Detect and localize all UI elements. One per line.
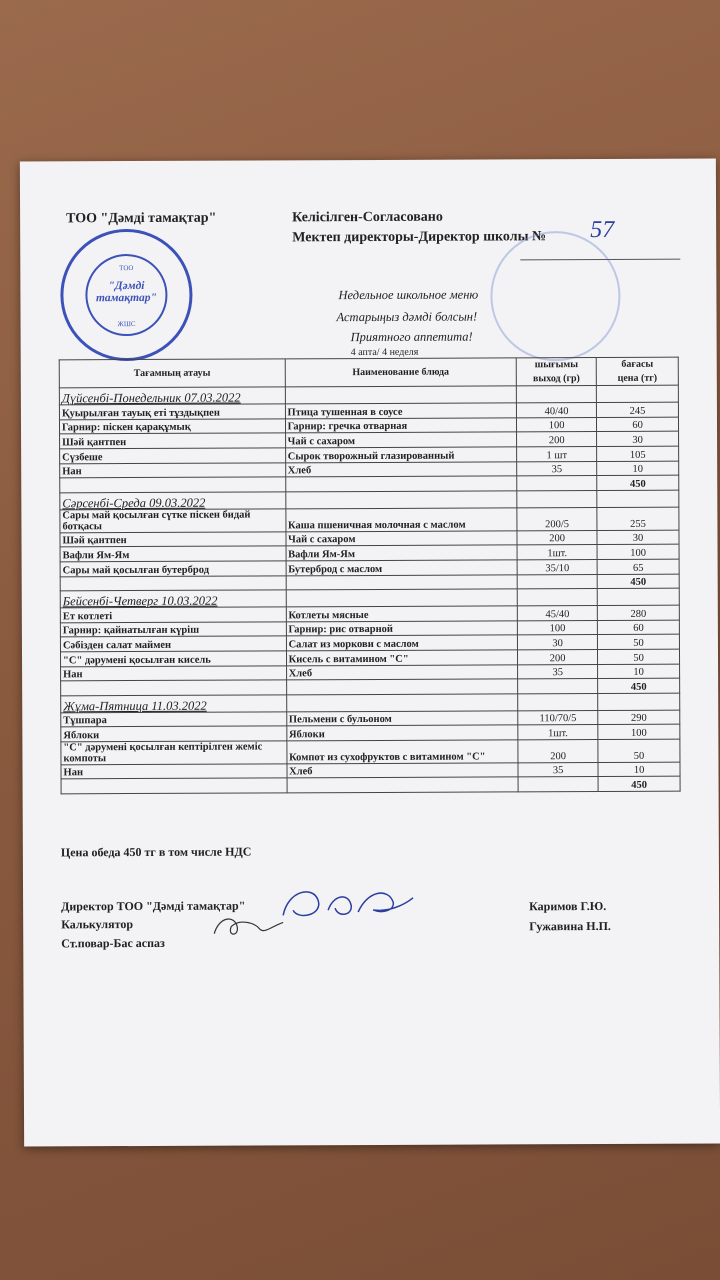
dish-name-kz: Гарнир: қайнатылған күріш — [60, 622, 286, 638]
dish-price: 30 — [597, 432, 679, 447]
dish-price: 50 — [598, 634, 680, 649]
stamp-name-line2: тамақтар" — [95, 291, 157, 305]
director-signature-icon — [273, 880, 423, 931]
table-row — [60, 507, 679, 533]
director-signature: 57 — [590, 216, 615, 244]
role-calculator: Калькулятор — [61, 917, 134, 932]
dish-price: 60 — [597, 417, 679, 432]
dish-name-ru: Гарнир: рис отварной — [286, 621, 518, 637]
menu-greeting-kz: Астарыңыз дәмді болсын! — [336, 309, 478, 325]
dish-name-kz: Сары май қосылған бутерброд — [60, 561, 286, 577]
dish-name-ru: Салат из моркови с маслом — [286, 635, 518, 651]
header-yield-kz: шығымы — [516, 358, 596, 372]
dish-yield: 200 — [517, 432, 597, 447]
dish-name-kz: Сүзбеше — [60, 448, 286, 464]
dish-price: 100 — [597, 544, 679, 559]
day-total: 450 — [598, 777, 680, 792]
dish-name-ru: Сырок творожный глазированный — [285, 447, 517, 463]
stamp-name-line1: "Дәмді — [108, 279, 145, 293]
total-row — [61, 777, 680, 794]
empty-cell — [517, 386, 597, 403]
empty-cell — [518, 679, 598, 694]
dish-price: 105 — [597, 446, 679, 461]
dish-name-ru: Кисель с витамином "С" — [286, 650, 518, 666]
name-director: Каримов Г.Ю. — [529, 898, 607, 914]
day-total: 450 — [597, 574, 679, 589]
dish-price: 290 — [598, 710, 680, 725]
dish-yield: 100 — [518, 620, 598, 635]
dish-name-ru: Бутерброд с маслом — [286, 560, 518, 576]
dish-price: 255 — [597, 507, 679, 530]
dish-name-ru: Хлеб — [286, 664, 518, 680]
dish-price: 10 — [597, 461, 679, 476]
dish-yield: 40/40 — [517, 403, 597, 418]
dish-price: 65 — [597, 559, 679, 574]
day-title: Бейсенбі-Четверг 10.03.2022 — [60, 590, 286, 608]
dish-price: 10 — [598, 664, 680, 679]
empty-cell — [286, 574, 518, 590]
dish-name-kz: "С" дәрумені қосылған кептірілген жеміс компоты — [61, 741, 287, 765]
empty-cell — [286, 589, 518, 607]
dish-price: 10 — [598, 762, 680, 777]
empty-cell — [60, 477, 286, 493]
dish-yield: 30 — [518, 635, 598, 650]
empty-cell — [287, 777, 519, 793]
dish-name-kz: Тұшпара — [61, 712, 287, 728]
empty-cell — [61, 778, 287, 794]
header-kz-name: Тағамның атауы — [59, 359, 285, 388]
dish-yield: 200 — [518, 649, 598, 664]
dish-price: 50 — [598, 649, 680, 664]
dish-yield: 35 — [517, 461, 597, 476]
dish-name-ru: Чай с сахаром — [285, 432, 517, 448]
dish-yield: 200 — [518, 739, 598, 762]
dish-yield: 35/10 — [517, 559, 597, 574]
empty-cell — [286, 694, 518, 712]
dish-name-ru: Каша пшеничная молочная с маслом — [285, 508, 517, 532]
empty-cell — [596, 385, 678, 402]
dish-name-kz: Яблоки — [61, 726, 287, 742]
dish-name-ru: Чай с сахаром — [286, 531, 518, 547]
name-calculator: Гужавина Н.П. — [529, 918, 611, 934]
dish-price: 60 — [597, 620, 679, 635]
dish-price: 280 — [597, 605, 679, 620]
dish-name-kz: Вафли Ям-Ям — [60, 546, 286, 562]
menu-greeting-ru: Приятного аппетита! — [350, 329, 473, 345]
day-total: 450 — [597, 475, 679, 490]
dish-price: 100 — [598, 724, 680, 739]
dish-name-kz: Сәбізден салат маймен — [60, 636, 286, 652]
company-stamp-icon — [60, 229, 193, 362]
header-price-kz: бағасы — [596, 357, 678, 371]
empty-cell — [518, 777, 598, 792]
dish-yield: 200/5 — [517, 507, 597, 530]
stamp-top-text: ТОО — [119, 264, 134, 273]
day-total: 450 — [598, 678, 680, 693]
empty-cell — [598, 693, 680, 710]
dish-name-ru: Вафли Ям-Ям — [286, 545, 518, 561]
dish-price: 50 — [598, 739, 680, 762]
dish-yield: 110/70/5 — [518, 710, 598, 725]
dish-yield: 1 шт — [517, 446, 597, 461]
stamp-bottom-text: ЖШС — [117, 320, 136, 329]
dish-name-kz: Ет котлеті — [60, 607, 286, 623]
director-line: Мектеп директоры-Директор школы № — [292, 229, 547, 246]
dish-name-kz: Қуырылған тауық еті тұздықпен — [59, 404, 285, 420]
table-row — [61, 739, 680, 765]
empty-cell — [285, 476, 517, 492]
header-price-ru: цена (тг) — [596, 371, 678, 385]
role-director: Директор ТОО "Дәмді тамақтар" — [61, 898, 246, 914]
dish-name-ru: Хлеб — [285, 461, 517, 477]
header-ru-name: Наименование блюда — [285, 358, 517, 387]
dish-name-ru: Котлеты мясные — [286, 606, 518, 622]
empty-cell — [597, 588, 679, 605]
day-title: Сәрсенбі-Среда 09.03.2022 — [60, 492, 286, 510]
dish-yield: 35 — [518, 664, 598, 679]
empty-cell — [286, 679, 518, 695]
empty-cell — [60, 575, 286, 591]
dish-price: 245 — [597, 402, 679, 417]
empty-cell — [61, 680, 287, 696]
header-yield-ru: выход (гр) — [516, 372, 596, 386]
menu-sheet — [20, 158, 720, 1146]
school-stamp-icon — [490, 231, 621, 362]
day-title: Жұма-Пятница 11.03.2022 — [61, 695, 287, 713]
dish-name-kz: Нан — [61, 764, 287, 780]
dish-yield: 100 — [517, 417, 597, 432]
empty-cell — [285, 491, 517, 509]
calculator-signature-icon — [209, 908, 289, 942]
dish-name-ru: Компот из сухофруктов с витамином "С" — [286, 740, 518, 764]
empty-cell — [517, 490, 597, 507]
price-note: Цена обеда 450 тг в том числе НДС — [60, 844, 252, 860]
approval-heading: Келісілген-Согласовано — [292, 209, 443, 226]
week-label: 4 апта/ 4 неделя — [350, 346, 419, 359]
empty-cell — [517, 476, 597, 491]
dish-name-kz: Нан — [61, 665, 287, 681]
empty-cell — [597, 490, 679, 507]
dish-name-ru: Хлеб — [287, 763, 519, 779]
dish-yield: 1шт. — [518, 725, 598, 740]
dish-yield: 200 — [517, 530, 597, 545]
dish-name-kz: Нан — [60, 462, 286, 478]
dish-name-ru: Птица тушенная в соусе — [285, 403, 517, 419]
dish-name-ru: Гарнир: гречка отварная — [285, 418, 517, 434]
empty-cell — [518, 693, 598, 710]
menu-table — [59, 357, 681, 795]
menu-table-body — [59, 357, 680, 794]
dish-yield: 1шт. — [517, 545, 597, 560]
dish-price: 30 — [597, 530, 679, 545]
dish-name-ru: Яблоки — [286, 725, 518, 741]
dish-name-kz: Шәй қантпен — [60, 532, 286, 548]
dish-yield: 45/40 — [517, 606, 597, 621]
empty-cell — [517, 589, 597, 606]
dish-name-kz: Сары май қосылған сүтке піскен бидай ботқасы — [60, 509, 286, 533]
dish-name-kz: Гарнир: піскен қарақұмық — [59, 419, 285, 435]
role-chef: Ст.повар-Бас аспаз — [61, 935, 165, 951]
menu-title: Недельное школьное меню — [338, 287, 479, 303]
dish-name-ru: Пельмени с бульоном — [286, 711, 518, 727]
dish-yield: 35 — [518, 762, 598, 777]
dish-name-kz: Шәй қантпен — [60, 433, 286, 449]
empty-cell — [285, 386, 517, 404]
dish-name-kz: "С" дәрумені қосылған кисель — [60, 651, 286, 667]
empty-cell — [517, 574, 597, 589]
day-title: Дүйсенбі-Понедельник 07.03.2022 — [59, 387, 285, 405]
company-name: ТОО "Дәмді тамақтар" — [66, 210, 217, 227]
